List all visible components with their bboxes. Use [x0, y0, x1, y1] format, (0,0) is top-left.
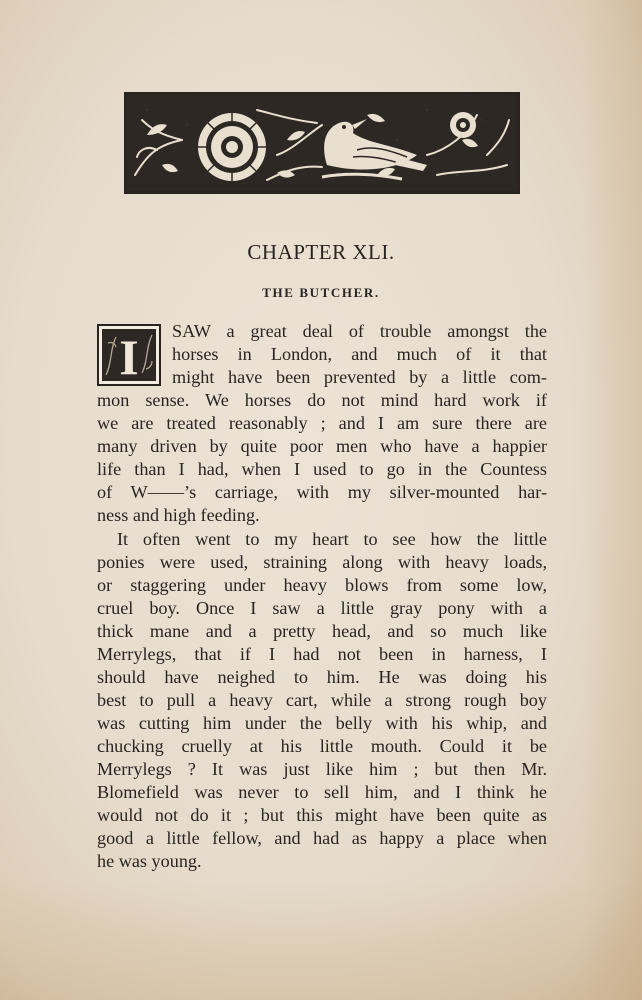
- text-line: ponies were used, straining along with heavy loads,: [97, 552, 547, 572]
- drop-cap-letter: I: [119, 329, 139, 381]
- text-line: good a little fellow, and had as happy a place when: [97, 828, 547, 848]
- text-line: Merrylegs ? It was just like him ; but then Mr.: [97, 759, 547, 779]
- text-line: should have neighed to him. He was doing his: [97, 667, 547, 687]
- text-line: mon sense. We horses do not mind hard work if: [97, 390, 547, 410]
- text-line: horses in London, and much of it that: [172, 344, 547, 364]
- text-line: chucking cruelly at his little mouth. Could it be: [97, 736, 547, 756]
- text-line: ness and high feeding.: [97, 505, 260, 525]
- text-line: of W——’s carriage, with my silver-mounted har-: [97, 482, 547, 502]
- chapter-heading: CHAPTER XLI.: [247, 240, 395, 264]
- headpiece-ornament: [124, 92, 520, 194]
- chapter-subheading: THE BUTCHER.: [262, 285, 380, 300]
- drop-cap-ornament: [102, 329, 156, 381]
- text-line: It often went to my heart to see how the little: [117, 529, 547, 549]
- text-line: thick mane and a pretty head, and so much like: [97, 621, 547, 641]
- page-edge-shading: [582, 0, 642, 1000]
- text-line: we are treated reasonably ; and I am sure there are: [97, 413, 547, 433]
- text-line: he was young.: [97, 851, 202, 871]
- text-line: best to pull a heavy cart, while a strong rough boy: [97, 690, 547, 710]
- text-line: cruel boy. Once I saw a little gray pony with a: [97, 598, 547, 618]
- text-line: Blomefield was never to sell him, and I think he: [97, 782, 547, 802]
- text-line: or staggering under heavy blows from some low,: [97, 575, 547, 595]
- text-line: many driven by quite poor men who have a happier: [97, 436, 547, 456]
- text-line: would not do it ; but this might have been quite as: [97, 805, 547, 825]
- text-line: SAW a great deal of trouble amongst the: [172, 321, 547, 341]
- text-line: life than I had, when I used to go in the Countess: [97, 459, 547, 479]
- page-bottom-shading: [0, 880, 642, 1000]
- drop-cap: [97, 324, 161, 386]
- text-line: Merrylegs, that if I had not been in harness, I: [97, 644, 547, 664]
- text-line: might have been prevented by a little com-: [172, 367, 547, 387]
- text-line: was cutting him under the belly with his whip, and: [97, 713, 547, 733]
